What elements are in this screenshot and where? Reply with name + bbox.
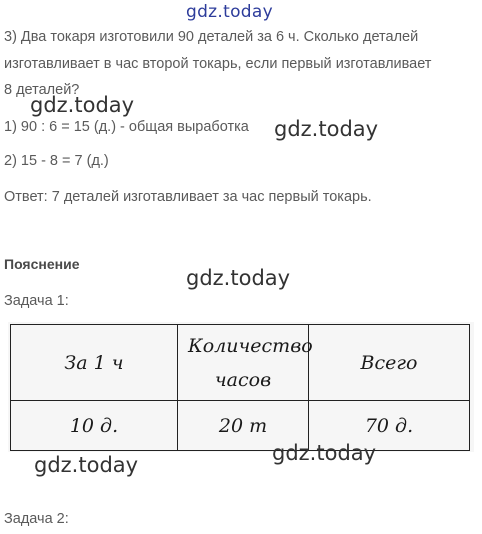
header-hours-count: Количество часов: [188, 334, 313, 391]
problem-line-3: 8 деталей?: [4, 82, 80, 98]
watermark-4: gdz.today: [34, 453, 139, 477]
problem-line-1: 3) Два токаря изготовили 90 деталей за 6 ч. Сколько деталей: [4, 29, 419, 45]
task-1-label: Задача 1:: [4, 293, 69, 309]
watermark-3: gdz.today: [186, 266, 291, 290]
table-header-cell: [309, 325, 470, 401]
header-total: Всего: [360, 351, 418, 374]
header-per-hour: За 1 ч: [64, 351, 124, 374]
table-cell: [11, 401, 178, 451]
cell-per-hour-value: 10 д.: [69, 414, 119, 437]
cell-total-value: 70 д.: [364, 414, 414, 437]
solution-step-2: 2) 15 - 8 = 7 (д.): [4, 153, 109, 169]
solution-step-1: 1) 90 : 6 = 15 (д.) - общая выработка: [4, 119, 249, 135]
watermark-5: gdz.today: [272, 441, 377, 465]
table-header-cell: [11, 325, 178, 401]
watermark-2: gdz.today: [274, 117, 379, 141]
table-row: [11, 401, 470, 451]
task-2-label: Задача 2:: [4, 511, 69, 527]
cell-hours-value: 20 т: [218, 414, 268, 437]
watermark-1: gdz.today: [30, 93, 135, 117]
problem-line-2: изготавливает в час второй токарь, если первый изготавливает: [4, 56, 432, 72]
watermark-top: gdz.today: [186, 2, 273, 22]
task-1-table: [10, 324, 470, 451]
answer-text: Ответ: 7 деталей изготавливает за час первый токарь.: [4, 189, 372, 205]
explanation-heading: Пояснение: [4, 256, 80, 272]
table-header-cell: [178, 325, 313, 401]
table-header-row: [11, 325, 470, 401]
